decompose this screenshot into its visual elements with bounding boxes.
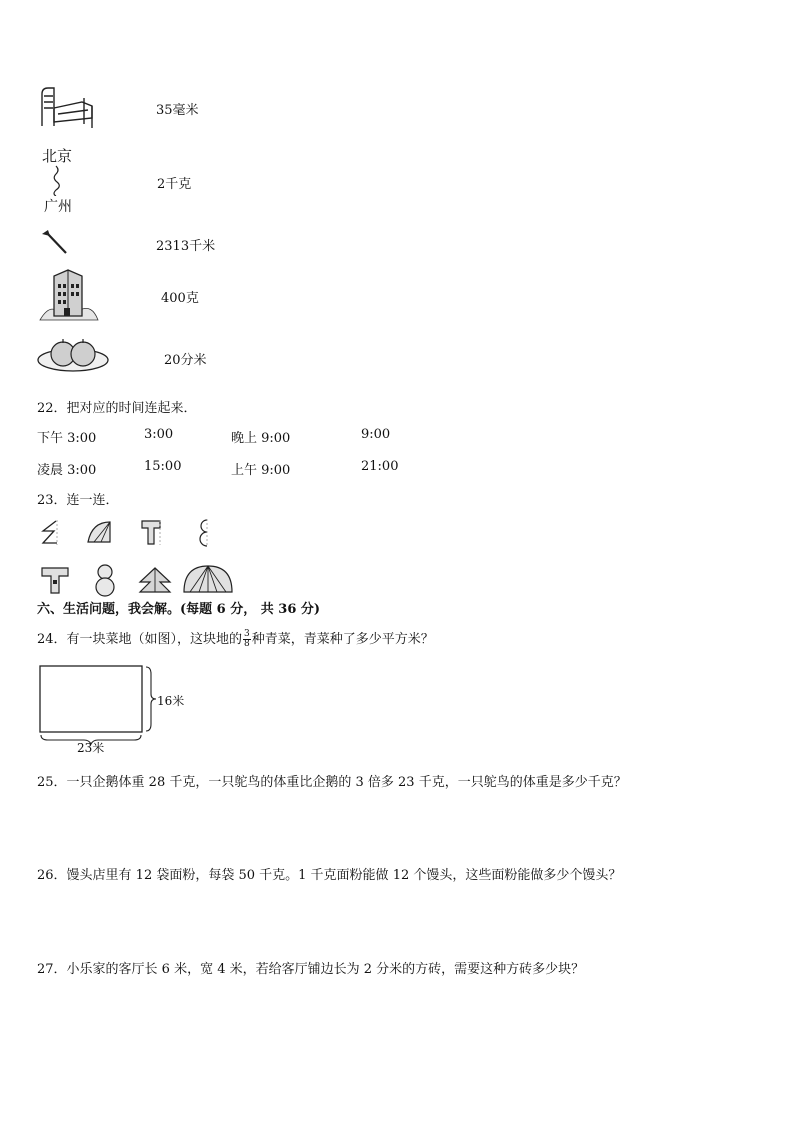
- vegetable-field-diagram: [38, 664, 158, 746]
- time-r2-c2[interactable]: 15:00: [144, 459, 182, 474]
- fraction-numerator: 3: [244, 629, 250, 639]
- unit-option-3[interactable]: 2313千米: [156, 239, 216, 254]
- map-label-bottom: 广州: [44, 199, 72, 215]
- question-27: 27．小乐家的客厅长 6 米，宽 4 米，若给客厅铺边长为 2 分米的方砖，需要这种方砖多少块？: [37, 962, 585, 977]
- full-shape-umbrella-icon[interactable]: [182, 564, 234, 594]
- question-24-text-before: 24．有一块菜地（如图），这块地的: [37, 632, 243, 647]
- question-23-title: 23．连一连．: [37, 493, 119, 508]
- full-shape-house-icon[interactable]: [40, 565, 70, 595]
- unit-option-4[interactable]: 400克: [161, 291, 199, 306]
- question-24-text-after: 种青菜，青菜种了多少平方米？: [251, 632, 434, 647]
- time-r1-c2[interactable]: 3:00: [144, 427, 174, 442]
- unit-option-1[interactable]: 35毫米: [156, 103, 199, 118]
- time-r1-c1[interactable]: 下午 3:00: [37, 431, 97, 446]
- time-r2-c1[interactable]: 凌晨 3:00: [37, 463, 97, 478]
- half-shape-snowman-icon[interactable]: [195, 518, 209, 548]
- bed-icon: [38, 84, 94, 130]
- half-shape-zigzag-icon[interactable]: [40, 518, 60, 546]
- half-shape-umbrella-icon[interactable]: [86, 518, 112, 544]
- time-r1-c4[interactable]: 9:00: [361, 427, 391, 442]
- apples-on-plate-icon: [36, 336, 110, 374]
- question-26: 26．馒头店里有 12 袋面粉，每袋 50 千克。1 千克面粉能做 12 个馒头，这些面粉能做多少个馒头？: [37, 868, 622, 883]
- map-label-top: 北京: [42, 147, 73, 165]
- question-25: 25．一只企鹅体重 28 千克，一只鸵鸟的体重比企鹅的 3 倍多 23 千克，一只鸵鸟的体重是多少千克？: [37, 775, 627, 790]
- question-24: [37, 628, 434, 649]
- full-shape-snowman-icon[interactable]: [92, 563, 118, 597]
- field-width-label: 23米: [77, 741, 105, 755]
- nail-icon: [40, 228, 70, 256]
- fraction-denominator: 8: [244, 639, 250, 649]
- field-height-label: 16米: [157, 694, 185, 708]
- time-r2-c3[interactable]: 上午 9:00: [231, 463, 291, 478]
- full-shape-tree-icon[interactable]: [138, 566, 172, 594]
- time-r2-c4[interactable]: 21:00: [361, 459, 399, 474]
- time-r1-c3[interactable]: 晚上 9:00: [231, 431, 291, 446]
- route-line-icon: [42, 164, 82, 196]
- unit-option-2[interactable]: 2千克: [157, 177, 192, 192]
- half-shape-house-icon[interactable]: [140, 518, 164, 546]
- question-22-title: 22．把对应的时间连起来．: [37, 401, 197, 416]
- section-6-title: 六、生活问题，我会解。(每题 6 分， 共 36 分): [37, 602, 321, 617]
- building-icon: [38, 266, 100, 322]
- unit-option-5[interactable]: 20分米: [164, 353, 207, 368]
- fraction: [243, 630, 251, 649]
